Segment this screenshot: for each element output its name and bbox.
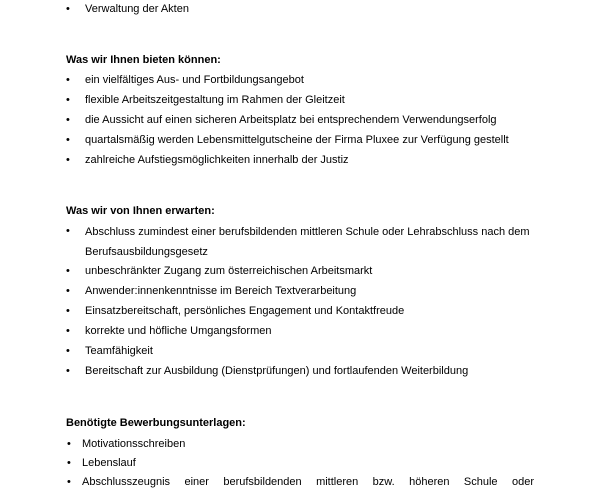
list-item xyxy=(0,282,601,302)
list-item-text: Teamfähigkeit xyxy=(85,345,153,357)
list-item xyxy=(0,342,601,362)
bullet: • xyxy=(66,154,70,166)
list-item xyxy=(0,222,601,262)
bullet: • xyxy=(66,114,70,126)
list-item xyxy=(0,454,601,473)
bullet: • xyxy=(67,457,71,469)
top-list xyxy=(0,0,601,20)
list-item-text: Anwender:innenkenntnisse im Bereich Textverarbeitung xyxy=(85,285,357,297)
list-item xyxy=(0,71,601,91)
bullet: • xyxy=(66,94,70,106)
bullet: • xyxy=(66,305,70,317)
list-item xyxy=(0,322,601,342)
list-item xyxy=(0,131,601,151)
documents-list xyxy=(0,435,601,492)
expect-heading: Was wir von Ihnen erwarten: xyxy=(66,205,215,217)
list-item-text: Lebenslauf xyxy=(82,457,136,469)
bullet: • xyxy=(66,225,70,237)
bullet: • xyxy=(66,134,70,146)
offer-heading: Was wir Ihnen bieten können: xyxy=(66,54,221,66)
list-item xyxy=(0,0,601,20)
bullet: • xyxy=(66,285,70,297)
list-item-text: ein vielfältiges Aus- und Fortbildungsangebot xyxy=(85,74,304,86)
list-item xyxy=(0,262,601,282)
list-item-text: Abschluss zumindest einer berufsbildenden mittleren Schule oder Lehrabschluss nach dem Berufsausbildungsgesetz xyxy=(85,226,530,258)
list-item-text: Abschlusszeugnis einer berufsbildenden mittleren bzw. höheren Schule oder xyxy=(82,476,534,488)
bullet: • xyxy=(66,345,70,357)
list-item-text: Motivationsschreiben xyxy=(82,438,186,450)
list-item-text: korrekte und höfliche Umgangsformen xyxy=(85,325,272,337)
bullet: • xyxy=(66,74,70,86)
list-item xyxy=(0,302,601,322)
list-item-text: Verwaltung der Akten xyxy=(85,3,189,15)
list-item xyxy=(0,473,601,492)
list-item xyxy=(0,91,601,111)
bullet: • xyxy=(66,325,70,337)
bullet: • xyxy=(66,3,70,15)
list-item-text: quartalsmäßig werden Lebensmittelgutscheine der Firma Pluxee zur Verfügung gestellt xyxy=(85,134,509,146)
list-item-text: flexible Arbeitszeitgestaltung im Rahmen der Gleitzeit xyxy=(85,94,345,106)
expect-list xyxy=(0,222,601,382)
list-item-text: Bereitschaft zur Ausbildung (Dienstprüfungen) und fortlaufenden Weiterbildung xyxy=(85,365,469,377)
list-item xyxy=(0,151,601,171)
bullet: • xyxy=(67,476,71,488)
list-item-text: unbeschränkter Zugang zum österreichischen Arbeitsmarkt xyxy=(85,265,373,277)
list-item xyxy=(0,362,601,382)
list-item-text: Einsatzbereitschaft, persönliches Engagement und Kontaktfreude xyxy=(85,305,405,317)
list-item xyxy=(0,111,601,131)
list-item xyxy=(0,435,601,454)
list-item-text: zahlreiche Aufstiegsmöglichkeiten innerhalb der Justiz xyxy=(85,154,349,166)
bullet: • xyxy=(67,438,71,450)
list-item-text: die Aussicht auf einen sicheren Arbeitsplatz bei entsprechendem Verwendungserfolg xyxy=(85,114,497,126)
bullet: • xyxy=(66,365,70,377)
bullet: • xyxy=(66,265,70,277)
offer-list xyxy=(0,71,601,171)
documents-heading: Benötigte Bewerbungsunterlagen: xyxy=(66,417,246,429)
